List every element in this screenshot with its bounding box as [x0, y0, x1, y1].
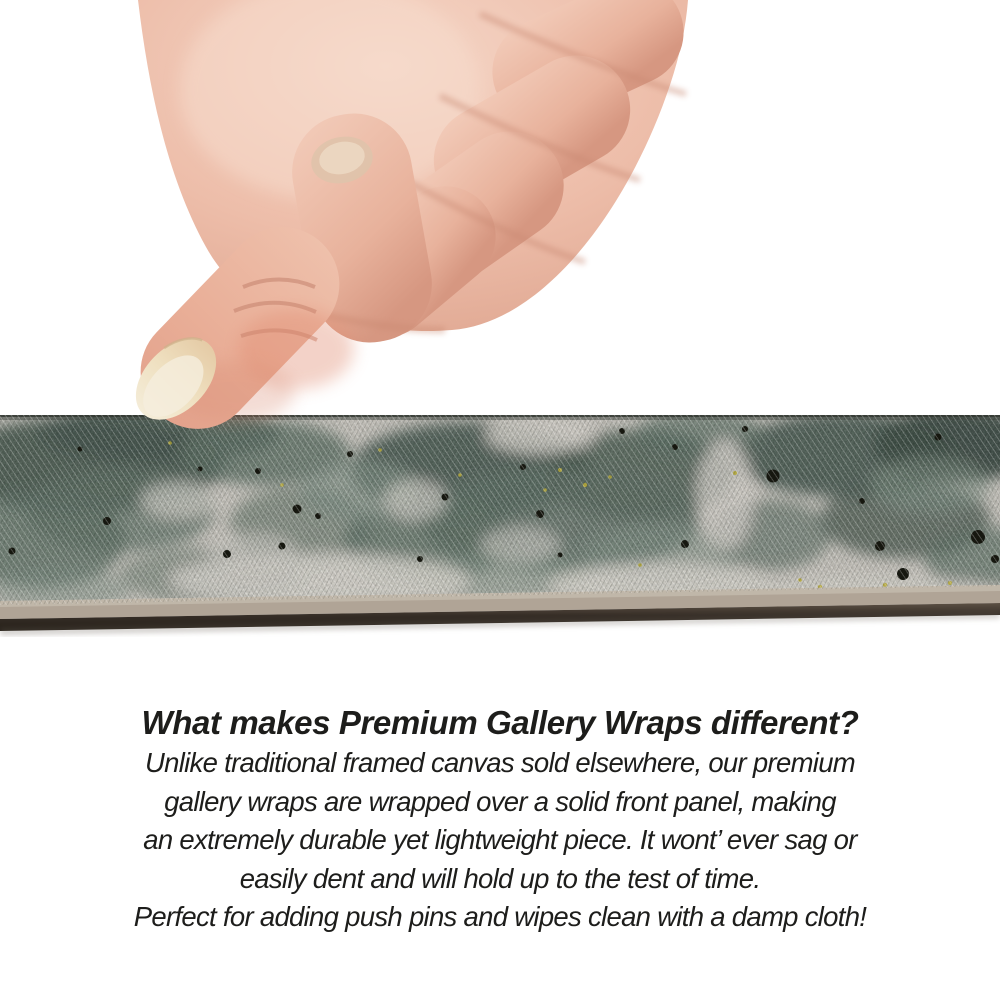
body-line: Unlike traditional framed canvas sold elsewhere, our premium — [144, 747, 855, 778]
body-line: an extremely durable yet lightweight piece. It wont’ ever sag or — [143, 824, 857, 856]
finger-creases — [405, 14, 686, 262]
body-line: gallery wraps are wrapped over a solid front panel, making — [164, 785, 836, 817]
hand — [117, 0, 701, 452]
marketing-copy — [0, 701, 1000, 937]
body-line: Perfect for adding push pins and wipes clean with a damp cloth! — [133, 901, 867, 933]
tucked-fingernail — [307, 131, 377, 189]
thumb-creases — [234, 280, 317, 341]
painted-texture — [0, 415, 1000, 615]
canvas-edge-photo — [0, 415, 1000, 637]
canvas-edge-texture — [0, 415, 1000, 637]
palm — [138, 0, 688, 331]
headline: What makes Premium Gallery Wraps different? — [141, 704, 859, 741]
tucked-finger — [283, 104, 441, 351]
body-line: easily dent and will hold up to the test of time. — [239, 862, 761, 894]
curled-fingers — [314, 0, 701, 358]
